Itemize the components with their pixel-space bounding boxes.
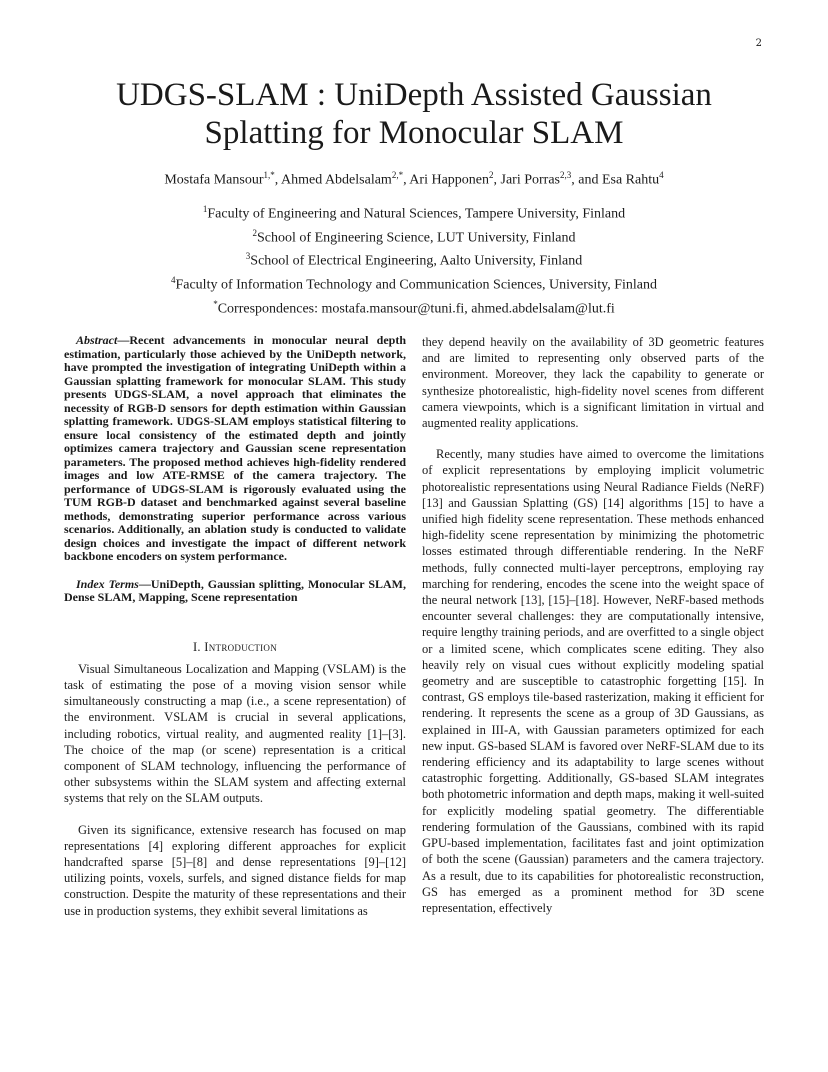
abstract [64,334,406,564]
author-separator: , [274,172,281,188]
correspondence [60,295,768,319]
index-terms-text: —UniDepth, Gaussian splitting, Monocular SLAM, Dense SLAM, Mapping, Scene representation [64,576,406,604]
index-terms-label: Index Terms [76,576,139,591]
title-line-1: UDGS-SLAM : UniDepth Assisted Gaussian [116,77,712,113]
author-list [60,170,768,189]
author-affil-sup: 1,* [263,170,275,180]
paragraph: Recently, many studies have aimed to overcome the limitations of explicit representations by employing implicit volumetric photorealistic representations using Neural Radiance Fields (NeRF) [13] and Gaussian Splatting (GS) [14] algorithms [15] to have a unified high fidelity scene representation. These methods enhanced high-fidelity scene representation by minimizing the photometric losses estimated through differentiable rendering. In the NeRF methods, fully connected multi-layer perceptrons, employing ray marching for rendering, encodes the scene into the weight space of the neural network [13], [15]–[18]. However, NeRF-based methods encounter several challenges: they are computationally intensive, require lengthy training periods, and are overfitted to a single object or a limited scene, which complicates scene editing. They also heavily rely on visual cues without explicitly modeling spatial geometry and are susceptible to catastrophic forgetting [15]. In contrast, GS employs tile-based rasterization, making it efficient for rendering. It represents the scene as a group of 3D Gaussians, as explained in III-A, with Gaussian parameters optimized for each new input. GS-based SLAM is favored over NeRF-SLAM due to its rendering efficiency and its adaptability to large scenes without catastrophic forgetting. Additionally, GS-based SLAM integrates both photometric information and depth maps, making it well-suited for explicitly modeling spatial geometry. The differentiable rendering formulation of the Gaussians, combined with its rapid GPU-based implementation, facilitates fast and joint optimization of both the scene (Gaussian) parameters and the camera trajectory. As a result, due to its capabilities for photorealistic reconstruction, GS has emerged as a prominent method for 3D scene representation, effectively [422,447,764,915]
affiliation [60,200,768,224]
title-line-2: Splatting for Monocular SLAM [204,115,624,151]
author: Jari Porras [500,172,560,188]
affiliation-text: Faculty of Information Technology and Communication Sciences, University, Finland [175,277,658,293]
affiliation [60,247,768,271]
correspondence-sup: * [213,298,218,309]
affiliation [60,271,768,295]
affiliation-sup: 2 [252,227,258,238]
author: Esa Rahtu [601,172,660,188]
author-affil-sup: 2 [489,170,494,180]
author-affil-sup: 4 [659,170,664,180]
paragraph: they depend heavily on the availability of 3D geometric features and are limited to representing only observed parts of the environment. Moreover, they lack the capability to generate or synthesize photorealistic, high-fidelity novel scenes from different camera viewpoints, which is a significant limitation in virtual and augmented reality applications. [422,335,764,431]
right-column [422,334,764,916]
affiliation-sup: 1 [202,204,208,214]
section-heading: I. Introduction [192,639,278,654]
author: Ari Happonen [409,172,489,188]
paragraph: Given its significance, extensive research has focused on map representations [4] exploring different approaches for explicit handcrafted sparse [5]–[8] and dense representations [9]–[12] utilizing points, voxels, surfels, and signed distance fields for map construction. Despite the maturity of these representations and their use in production systems, they exhibit several limitations as [64,822,406,918]
author-separator: , and [571,172,602,188]
author-affil-sup: 2,3 [560,170,572,180]
affiliation-list [60,200,768,318]
index-terms [64,578,406,605]
abstract-text: —Recent advancements in monocular neural depth estimation, particularly those achieved by the UniDepth network, have prompted the investigation of integrating UniDepth within a Gaussian splatting framework for monocular SLAM. This study presents UDGS-SLAM, a novel approach that eliminates the necessity of RGB-D sensors for depth estimation within Gaussian splatting framework. UDGS-SLAM employs statistical filtering to ensure local consistency of the estimated depth and jointly optimizes camera trajectory and Gaussian scene representation parameters. The proposed method achieves high-fidelity rendered images and low ATE-RMSE of the camera trajectory. The performance of UDGS-SLAM is rigorously evaluated using the TUM RGB-D dataset and benchmarked against several baseline methods, demonstrating superior performance across various scenarios. Additionally, an ablation study is conducted to validate design choices and investigate the impact of different network backbone encoders on system performance. [64,333,406,563]
affiliation-text: Faculty of Engineering and Natural Sciences, Tampere University, Finland [207,206,626,222]
author-separator: , [493,172,501,188]
author: Ahmed Abdelsalam [281,172,392,188]
left-column [64,334,406,919]
page-number: 2 [755,38,762,49]
abstract-label: Abstract [76,333,118,347]
affiliation-sup: 4 [170,274,176,285]
author: Mostafa Mansour [164,172,264,188]
affiliation-sup: 3 [245,251,251,262]
author-separator: , [403,172,410,188]
paper-title [60,76,768,152]
affiliation-text: School of Electrical Engineering, Aalto University, Finland [250,253,583,269]
affiliation-text: School of Engineering Science, LUT University, Finland [257,230,576,246]
author-affil-sup: 2,* [391,170,404,180]
affiliation [60,224,768,248]
correspondence-text: Correspondences: mostafa.mansour@tuni.fi, ahmed.abdelsalam@lut.fi [217,301,615,317]
paragraph: Visual Simultaneous Localization and Mapping (VSLAM) is the task of estimating the pose of a moving vision sensor while simultaneously constructing a map (i.e., a scene representation) of the environment. VSLAM is crucial in several applications, including robotics, virtual reality, and augmented reality [1]–[3]. The choice of the map (or scene) representation is a critical component of SLAM technology, influencing the performance of other subsystems within the SLAM system and affecting external systems that rely on the SLAM outputs. [64,661,406,806]
